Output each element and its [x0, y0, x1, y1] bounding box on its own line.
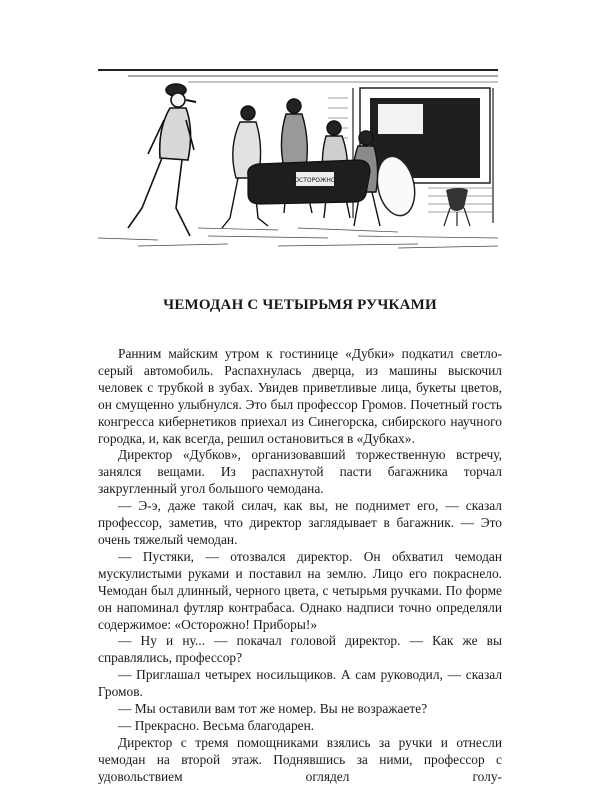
paragraph: — Пустяки, — отозвался директор. Он обхватил чемодан мускулистыми руками и поставил на землю. Лицо его покраснело. Чемодан был длинный, черного цвета, с четырьмя ручками. По форме он напоминал футляр контрабаса. Однако надписи точно определяли содержимое: «Осторожно! Приборы!» [98, 548, 502, 632]
paragraph: Директор «Дубков», организовавший торжественную встречу, занялся вещами. Из распахнутой пасти багажника торчал закругленный угол большого чемодана. [98, 447, 502, 497]
paragraph: — Мы оставили вам тот же номер. Вы не возражаете? [118, 701, 428, 717]
body-text [98, 346, 502, 786]
paragraph: Ранним майским утром к гостинице «Дубки» подкатил светло-серый автомобиль. Распахнулась дверца, из машины выскочил человек с трубкой в зубах. Увидев приветливые лица, букеты цветов, он смущенно улыбнулся. Это был профессор Громов. Почетный гость конгресса кибернетиков приехал из Синегорска, сибирского научного городка, и, как всегда, решил остановиться в «Дубках». [98, 346, 502, 446]
paragraph: — Ну и ну... — покачал головой директор. — Как же вы справлялись, профессор? [98, 633, 502, 666]
paragraph: — Приглашал четырех носильщиков. А сам руководил, — сказал Громов. [98, 667, 502, 700]
paragraph: Директор с тремя помощниками взялись за ручки и отнесли чемодан на второй этаж. Поднявшись за ними, профессор с удовольствием оглядел голу- [98, 734, 502, 784]
svg-text:ОСТОРОЖНО: ОСТОРОЖНО [294, 177, 336, 184]
paragraph: — Прекрасно. Весьма благодарен. [118, 717, 315, 733]
porters-carrying-suitcase-illustration [98, 68, 498, 253]
paragraph: — Э-э, даже такой силач, как вы, не поднимет его, — сказал профессор, заметив, что директор заглядывает в багажник. — Это очень тяжелый чемодан. [98, 498, 502, 547]
chapter-title: ЧЕМОДАН С ЧЕТЫРЬМЯ РУЧКАМИ [163, 297, 437, 313]
